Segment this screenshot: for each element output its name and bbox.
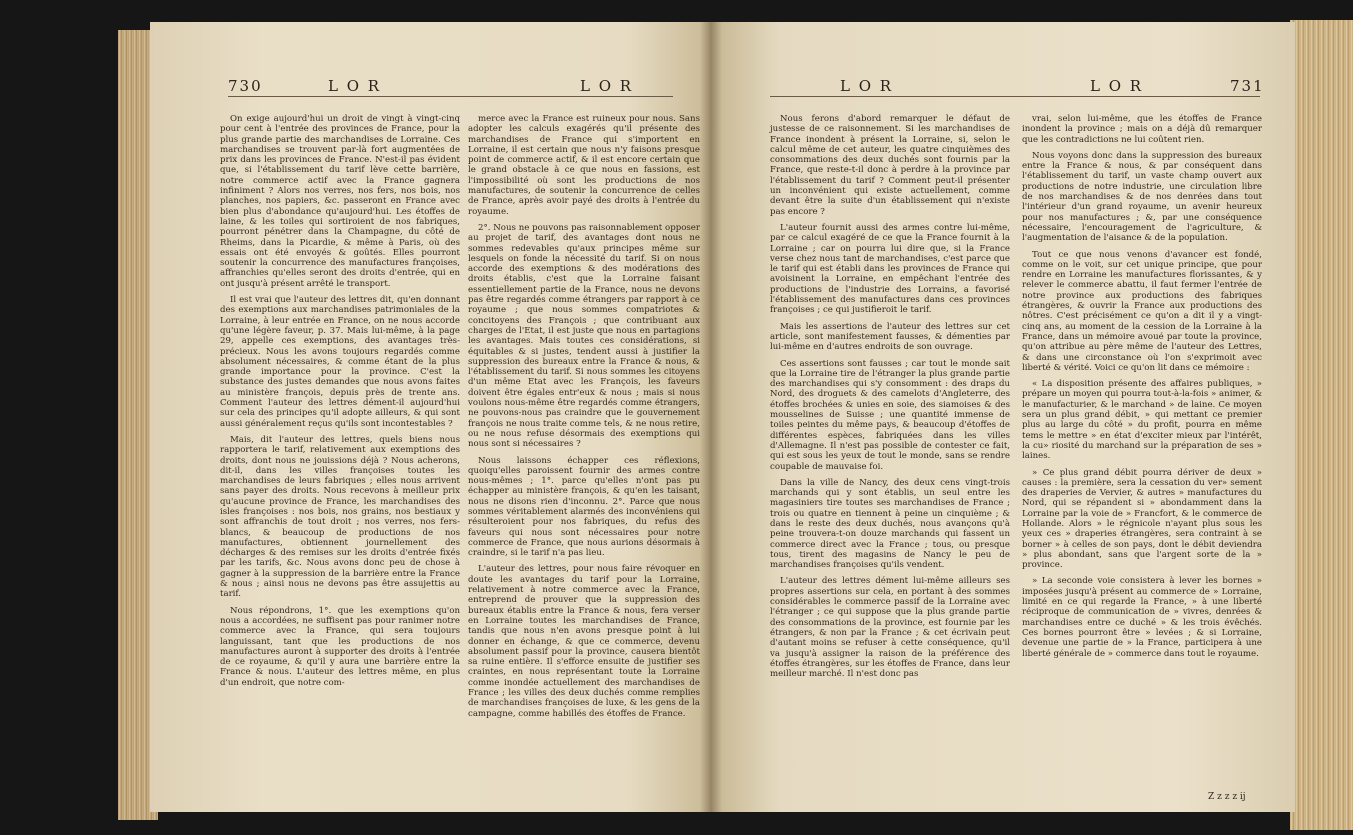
paragraph: Mais les assertions de l'auteur des lettres sur cet article, sont manifestement fausses, & démenties par lui-même en d'autres endroits de son ouvrage.: [770, 321, 1010, 353]
paragraph: Il est vrai que l'auteur des lettres dit, qu'en donnant des exemptions aux marchandises patrimoniales de la Lorraine, à leur entrée en France, on ne nous accorde qu'une légère faveur, p. 37. Mais lui-même, à la page 29, appelle ces exemptions, des avantages très-précieux. Nous les avons toujours regardés comme absolument nécessaires, & comme étant de la plus grande importance pour la province. C'est la substance des justes demandes que nous avons faites au ministère françois, depuis près de trente ans. Comment l'auteur des lettres dément-il aujourd'hui sur cela des principes qu'il adopte ailleurs, & qui sont aussi généralement reçus qu'ils sont incontestables ?: [220, 295, 460, 429]
right-page: [710, 22, 1295, 812]
paragraph: Dans la ville de Nancy, des deux cens vingt-trois marchands qui y sont établis, un seul entre les magasiniers tire toutes ses marchandises de France ; trois ou quatre en tiennent à peine un cinquième ; & dans le reste des deux duchés, nous avançons qu'à peine trouvera-t-on douze marchands qui fassent un commerce direct avec la France ; tous, ou presque tous, tirent des magasins de Nancy le peu de marchandises françoises qu'ils vendent.: [770, 477, 1010, 571]
paragraph: 2°. Nous ne pouvons pas raisonnablement opposer au projet de tarif, des avantages dont nous ne sommes redevables qu'aux principes même sur lesquels on fonde la nécessité du tarif. Si on nous accorde des exemptions & des modérations des droits établis, c'est que la Lorraine faisant essentiellement partie de la France, nous ne devons pas être regardés comme étrangers par rapport à ce royaume ; que nous sommes compatriotes & concitoyens des François ; que contribuant aux charges de l'Etat, il est juste que nous en partagions les avantages. Mais toutes ces considérations, si équitables & si justes, tendent aussi à justifier la suppression des bureaux entre la France & nous, & l'établissement du tarif. Si nous sommes les citoyens d'un même Etat avec les François, les faveurs doivent être égales entr'eux & nous ; mais si nous voulons nous-même être regardés comme étrangers, ne pouvons-nous pas craindre que le gouvernement françois ne nous traite comme tels, & ne nous retire, ou ne nous refuse désormais des exemptions qui nous sont si nécessaires ?: [468, 222, 700, 450]
running-head-left-a: L O R: [328, 77, 382, 95]
running-head-right-a: L O R: [840, 77, 894, 95]
paragraph: On exige aujourd'hui un droit de vingt à vingt-cinq pour cent à l'entrée des provinces de France, pour la plus grande partie des marchandises de Lorraine. Ces marchandises se trouvent par-là fort augmentées de prix dans les provinces de France. N'est-il pas évident que, si l'établissement du tarif lève cette barrière, notre commerce actif avec la France gagnera infiniment ? Alors nos verres, nos fers, nos bois, nos planches, nos papiers, &c. passeront en France avec bien plus d'abondance qu'aujourd'hui. Les étoffes de laine, & les toiles qui sortiroient de nos fabriques, pourront pénétrer dans la Champagne, du côté de Rheims, dans la Picardie, & même à Paris, où des essais ont été envoyés & goûtés. Elles pourront soutenir la concurrence des manufactures françoises, affranchies qu'elles seront des droits d'entrée, qui en ont jusqu'à présent arrêté le transport.: [220, 114, 460, 289]
paragraph: L'auteur fournit aussi des armes contre lui-même, par ce calcul exagéré de ce que la France fournit à la Lorraine ; car on pourra lui dire que, si la France verse chez nous tant de marchandises, c'est parce que le tarif qui est établi dans les provinces de France qui avoisinent la Lorraine, en empêchant l'entrée des productions de l'industrie des Lorrains, a favorisé l'établissement des manufactures dans ces provinces françoises ; ce qui justifieroit le tarif.: [770, 222, 1010, 316]
paragraph: Nous répondrons, 1°. que les exemptions qu'on nous a accordées, ne suffisent pas pour ranimer notre commerce avec la France, qui sera toujours languissant, tant que les productions de nos manufactures auront à supporter des droits à l'entrée de ce royaume, & qu'il y aura une barrière entre la France & nous. L'auteur des lettres même, en plus d'un endroit, que notre com-: [220, 605, 460, 688]
paragraph: L'auteur des lettres dément lui-même ailleurs ses propres assertions sur cela, en portant à des sommes considérables le commerce passif de la Lorraine avec l'étranger ; ce qui suppose que la plus grande partie des consommations de la province, est fournie par les étrangers, & non par la France ; & cet écrivain peut d'autant moins se refuser à cette conséquence, qu'il va jusqu'à assigner la raison de la préférence des étoffes étrangères, sur les étoffes de France, dans leur meilleur marché. Il n'est donc pas: [770, 576, 1010, 680]
paragraph: Nous laissons échapper ces réflexions, quoiqu'elles paroissent fournir des armes contre nous-mêmes ; 1°. parce qu'elles n'ont pas pu échapper au ministère françois, & qu'en les taisant, nous ne disons rien d'inconnu. 2°. Parce que nous sommes véritablement alarmés des inconvéniens qui résulteroient pour nos fabriques, du refus des faveurs qui nous sont nécessaires pour notre commerce de France, que nous aurions désormais à craindre, si le tarif n'a pas lieu.: [468, 455, 700, 559]
paragraph: Ces assertions sont fausses ; car tout le monde sait que la Lorraine tire de l'étranger la plus grande partie des marchandises qui s'y consomment : des draps du Nord, des droguets & des camelots d'Angleterre, des étoffes brochées & unies en soie, des siamoises & des mousselines de Suisse ; une quantité immense de toiles peintes du même pays, & beaucoup d'étoffes de différentes espèces, fabriquées dans les villes d'Allemagne. Il n'est pas possible de contester ce fait, qui est sous les yeux de tout le monde, sans se rendre coupable de mauvaise foi.: [770, 358, 1010, 472]
book-gutter: [700, 22, 722, 812]
left-column-1: [220, 114, 460, 694]
paragraph: Nous ferons d'abord remarquer le défaut de justesse de ce raisonnement. Si les marchandises de France inondent à présent la Lorraine, si, selon le calcul même de cet auteur, les quatre cinquièmes des consommations des deux duchés sont fournis par la France, que reste-t-il donc à perdre à la province par l'établissement du tarif ? Comment peut-il présenter un inconvénient qui existe actuellement, comme devant être la suite d'un établissement qui n'existe pas encore ?: [770, 114, 1010, 217]
left-column-2: [468, 114, 700, 725]
paragraph: » La seconde voie consistera à lever les bornes » imposées jusqu'à présent au commerce de » Lorraine, limité en ce qui regarde la France, » à une liberté réciproque de communication de » vivres, denrées & marchandises entre ce duché » & les trois évêchés. Ces bornes pourront être » levées ; & si Lorraine, devenue une partie de » la France, participera à une liberté générale de » commerce dans tout le royaume.: [1022, 576, 1262, 659]
running-head-left-b: L O R: [580, 77, 634, 95]
page-number-left: 730: [228, 77, 263, 95]
left-page: [150, 22, 710, 812]
right-column-1: [770, 114, 1010, 685]
paragraph: merce avec la France est ruineux pour nous. Sans adopter les calculs exagérés qu'il présente des marchandises de France qui s'importent en Lorraine, il est certain que nous n'y faisons presque point de commerce actif, & il est encore certain que le grand obstacle à ce que nous en fassions, est l'impossibilité où sont les productions de nos manufactures, de soutenir la concurrence de celles de France, après avoir payé des droits à l'entrée du royaume.: [468, 114, 700, 217]
right-column-2: [1022, 114, 1262, 665]
paragraph: Tout ce que nous venons d'avancer est fondé, comme on le voit, sur cet unique principe, que pour rendre en Lorraine les manufactures florissantes, & y relever le commerce abattu, il faut fermer l'entrée de notre province aux productions des fabriques étrangères, & ouvrir la France aux productions des nôtres. C'est précisément ce qu'on a dit il y a vingt-cinq ans, au moment de la cession de la Lorraine à la France, dans un mémoire avoué par toute la province, qu'on attribue au père même de l'auteur des Lettres, & dans une circonstance où l'on s'exprimoit avec liberté & vérité. Voici ce qu'on lit dans ce mémoire :: [1022, 249, 1262, 373]
page-number-right: 731: [1230, 77, 1265, 95]
catchword: Z z z z ij: [1208, 792, 1246, 802]
paragraph: « La disposition présente des affaires publiques, » prépare un moyen qui pourra tout-à-la-fois » animer, & le manufacturier, & le marchand » de laine. Ce moyen sera un plus grand débit, » qui mettant ce premier plus au large du côté » du profit, pourra en même tems le mettre » en état d'exciter mieux par l'intérêt, la cu» riosité du marchand sur la préparation de ses » laines.: [1022, 379, 1262, 462]
paragraph: Mais, dit l'auteur des lettres, quels biens nous rapportera le tarif, relativement aux exemptions des droits, dont nous ne jouissions déjà ? Nous acherons, dit-il, dans les villes françoises toutes les marchandises de leurs fabriques ; elles nous arrivent sans payer des droits. Nous recevons à meilleur prix qu'aucune province de France, les marchandises des isles françoises : nos bois, nos grains, nos bestiaux y sont affranchis de tout droit ; nos verres, nos fers-blancs, & beaucoup de productions de nos manufactures, obtiennent journellement des décharges & des remises sur les droits d'entrée fixés par les tarifs, &c. Nous avons donc peu de chose à gagner à la suppression de la barrière entre la France & nous ; ainsi nous ne devons pas être assujettis au tarif.: [220, 434, 460, 600]
paragraph: Nous voyons donc dans la suppression des bureaux entre la France & nous, & par conséquent dans l'établissement du tarif, un vaste champ ouvert aux productions de notre industrie, une circulation libre de nos marchandises & de nos denrées dans tout l'intérieur d'un grand royaume, un avenir heureux pour nos manufactures ; &, par une conséquence nécessaire, l'encouragement de l'agriculture, & l'augmentation de l'aisance & de la population.: [1022, 150, 1262, 244]
paragraph: vrai, selon lui-même, que les étoffes de France inondent la province ; mais on a déjà dû remarquer que les contradictions ne lui coûtent rien.: [1022, 114, 1262, 145]
header-rule-right: [770, 96, 1260, 97]
book-edge-right: [1290, 20, 1353, 830]
paragraph: » Ce plus grand débit pourra dériver de deux » causes : la première, sera la cessation du ver» sement des draperies de Vervier, & autres » manufactures du Nord, qui se répandent si » abondamment dans la Lorraine par la voie de » Francfort, & le commerce de Hollande. Alors » le régnicole n'ayant plus sous les yeux ces » draperies étrangères, sera contraint à se borner » à celles de son pays, dont le débit deviendra » plus abondant, sans que l'argent sorte de la » province.: [1022, 467, 1262, 571]
paragraph: L'auteur des lettres, pour nous faire révoquer en doute les avantages du tarif pour la Lorraine, relativement à notre commerce avec la France, entreprend de prouver que la suppression des bureaux établis entre la France & nous, fera verser en Lorraine toutes les marchandises de France, tandis que nous n'en avons presque point à lui donner en échange, & que ce commerce, devenu absolument passif pour la province, causera bientôt sa ruine entière. Il s'efforce ensuite de justifier ses craintes, en nous représentant toute la Lorraine comme inondée actuellement des marchandises de France ; les villes des deux duchés comme remplies de marchandises françoises de luxe, & les gens de la campagne, comme habillés des étoffes de France.: [468, 564, 700, 719]
running-head-right-b: L O R: [1090, 77, 1144, 95]
header-rule-left: [228, 96, 673, 97]
